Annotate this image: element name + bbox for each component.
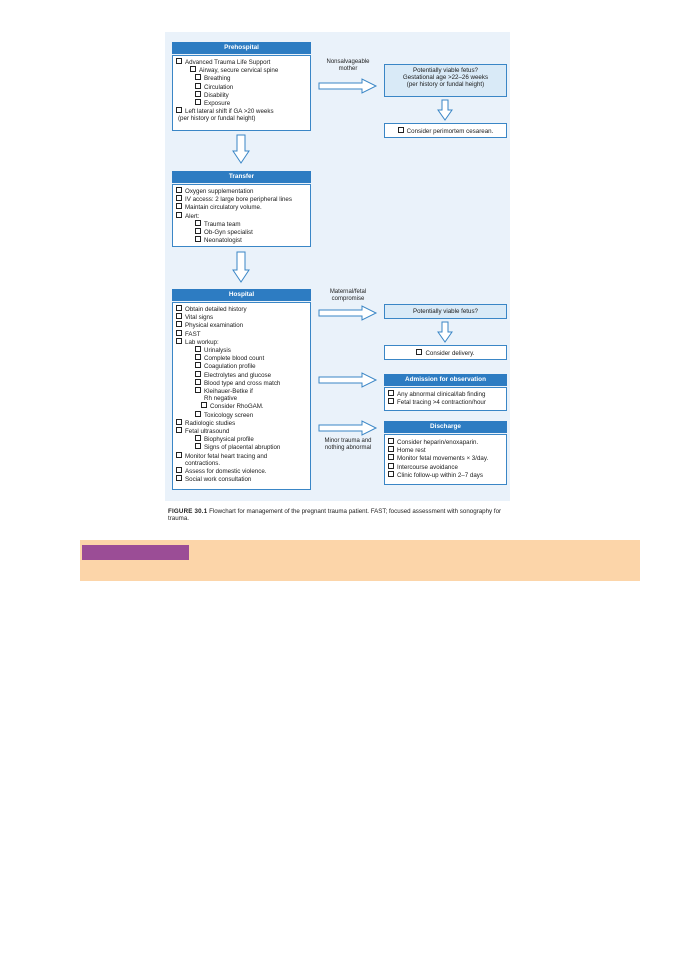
checklist-item: Alert: [176,212,307,220]
checklist-item: Airway, secure cervical spine [176,66,307,74]
checklist-item: Advanced Trauma Life Support [176,58,307,66]
checkbox-icon [195,387,201,393]
checkbox-icon [388,471,394,477]
checkbox-icon [195,371,201,377]
checkbox-icon [388,454,394,460]
right-arrow-icon [318,78,378,94]
checklist-item: Intercourse avoidance [388,463,503,471]
checklist-item: Breathing [176,74,307,82]
checklist-item: Radiologic studies [176,419,307,427]
prehospital-box [172,55,311,131]
checkbox-icon [176,475,182,481]
checklist-item: Maintain circulatory volume. [176,203,307,211]
checklist-item: Assess for domestic violence. [176,467,307,475]
checklist-item: Blood type and cross match [176,379,307,387]
checkbox-icon [388,398,394,404]
hospital-header: Hospital [172,289,311,301]
checklist-item: Ob-Gyn specialist [176,228,307,236]
checklist-item: Neonatologist [176,236,307,244]
checklist-item: Left lateral shift if GA >20 weeks [176,107,307,115]
checkbox-icon [176,212,182,218]
checklist-note: contractions. [185,459,221,467]
checklist-item: IV access: 2 large bore peripheral lines [176,195,307,203]
checkbox-icon [176,58,182,64]
delivery-box: Consider delivery. [384,345,507,360]
checkbox-icon [388,390,394,396]
checklist-item: Fetal ultrasound [176,427,307,435]
checkbox-icon [388,463,394,469]
checkbox-icon [176,467,182,473]
right-arrow-icon [318,372,378,388]
viable-fetus-box-1: Potentially viable fetus? Gestational age >22–26 weeks (per history or fundal height) [384,64,507,97]
checklist-item: Obtain detailed history [176,305,307,313]
admission-header: Admission for observation [384,374,507,386]
perimortem-box: Consider perimortem cesarean. [384,123,507,138]
admission-box [384,387,507,411]
checkbox-icon [388,438,394,444]
checklist-item: Consider heparin/enoxaparin. [388,438,503,446]
figure-caption [168,508,513,523]
checkbox-icon [176,187,182,193]
checklist-item: Urinalysis [176,346,307,354]
checklist-item: Lab workup: [176,338,307,346]
checkbox-icon [176,203,182,209]
viable-fetus-box-2: Potentially viable fetus? [384,304,507,319]
checkbox-icon [176,305,182,311]
checkbox-icon [176,330,182,336]
checkbox-icon [195,411,201,417]
transfer-header: Transfer [172,171,311,183]
checkbox-icon [176,195,182,201]
checklist-item: Electrolytes and glucose [176,371,307,379]
section-tag [82,545,189,560]
checkbox-icon [416,349,422,355]
checklist-item: Trauma team [176,220,307,228]
checkbox-icon [176,338,182,344]
checklist-item: Circulation [176,83,307,91]
checkbox-icon [176,321,182,327]
checklist-item: Vital signs [176,313,307,321]
transfer-box [172,184,311,247]
down-arrow-icon [232,134,250,164]
down-arrow-icon [232,251,250,283]
checkbox-icon [195,443,201,449]
right-arrow-icon [318,420,378,436]
checkbox-icon [201,402,207,408]
checkbox-icon [195,362,201,368]
checkbox-icon [195,74,201,80]
checkbox-icon [195,236,201,242]
checklist-item: Any abnormal clinical/lab finding [388,390,503,398]
checkbox-icon [190,66,196,72]
checklist-item: FAST [176,330,307,338]
checkbox-icon [388,446,394,452]
checklist-item: Consider RhoGAM. [176,402,307,410]
discharge-box [384,434,507,485]
checklist-item: Home rest [388,446,503,454]
checklist-note: Rh negative [204,395,238,403]
down-arrow-icon [437,99,453,121]
hospital-box [172,302,311,490]
checklist-item: Signs of placental abruption [176,443,307,451]
checkbox-icon [195,99,201,105]
checkbox-icon [176,313,182,319]
checklist-item: Physical examination [176,321,307,329]
checkbox-icon [195,83,201,89]
checklist-item: Coagulation profile [176,362,307,370]
checklist-item: Clinic follow-up within 2–7 days [388,471,503,479]
checklist-item: Exposure [176,99,307,107]
checkbox-icon [195,220,201,226]
checklist-item: Monitor fetal movements × 3/day. [388,454,503,462]
figure-caption-text: Flowchart for management of the pregnant trauma patient. FAST; focused assessment with sonography for trauma. [168,508,502,523]
checklist-item: Social work consultation [176,475,307,483]
checkbox-icon [195,354,201,360]
checkbox-icon [176,427,182,433]
down-arrow-icon [437,321,453,343]
checklist-item: Fetal tracing >4 contraction/hour [388,398,503,406]
checkbox-icon [176,452,182,458]
maternal-fetal-label: Maternal/fetal compromise [329,289,367,302]
checklist-item: Biophysical profile [176,435,307,443]
figure-label: FIGURE 30.1 [168,508,208,515]
right-arrow-icon [318,305,378,321]
checklist-item: Kleihauer-Betke if [176,387,307,395]
minor-trauma-label: Minor trauma and nothing abnormal [324,438,372,451]
checkbox-icon [195,346,201,352]
prehospital-header: Prehospital [172,42,311,54]
checklist-item: Toxicology screen [176,411,307,419]
checkbox-icon [195,379,201,385]
discharge-header: Discharge [384,421,507,433]
checklist-note: (per history or fundal height) [178,115,256,123]
checkbox-icon [195,228,201,234]
nonsalvageable-label: Nonsalvageable mother [326,59,370,72]
checkbox-icon [195,91,201,97]
checklist-item: Complete blood count [176,354,307,362]
checkbox-icon [176,419,182,425]
checkbox-icon [398,127,404,133]
checklist-item: Disability [176,91,307,99]
checklist-item: Monitor fetal heart tracing and [176,452,307,460]
checklist-item: Oxygen supplementation [176,187,307,195]
checkbox-icon [195,435,201,441]
checkbox-icon [176,107,182,113]
